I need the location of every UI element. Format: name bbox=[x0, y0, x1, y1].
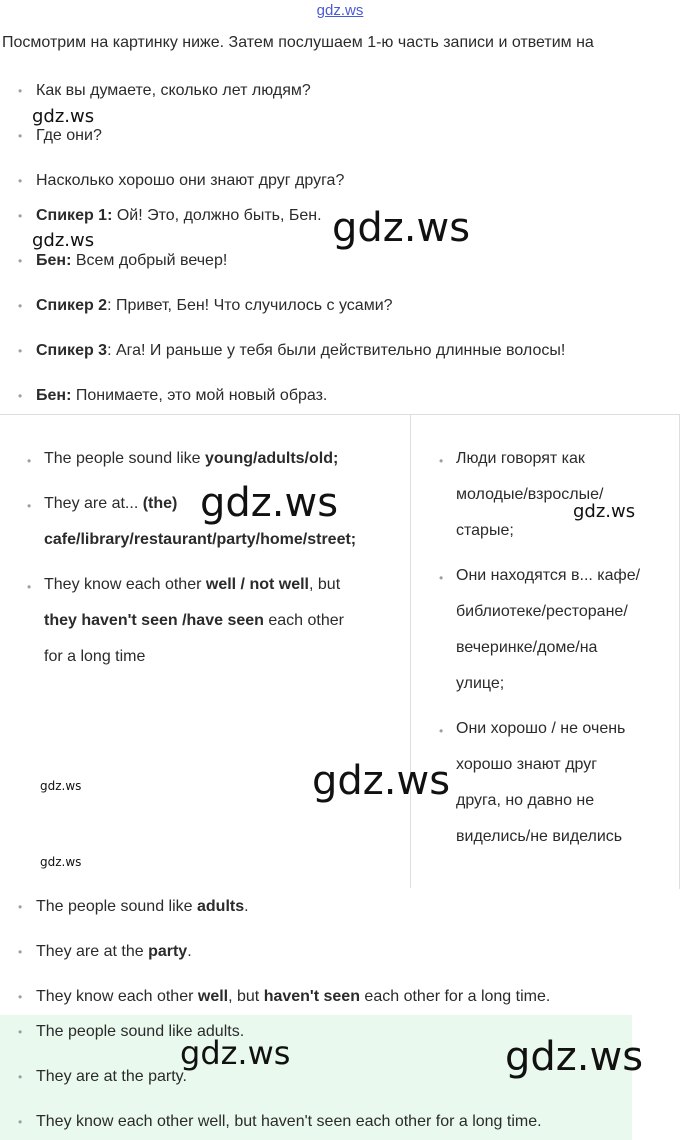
bold-part: adults bbox=[197, 898, 245, 915]
text-part: , but bbox=[309, 576, 341, 593]
bullet-icon: • bbox=[18, 83, 23, 98]
bullet-icon: • bbox=[27, 454, 32, 468]
watermark-text: gdz.ws bbox=[200, 480, 339, 526]
text-part: They know each other bbox=[44, 576, 206, 593]
bullet-icon: • bbox=[18, 343, 23, 358]
dialogue-text: : Ага! И раньше у тебя были действительно длинные волосы! bbox=[107, 342, 566, 359]
watermark-text: gdz.ws bbox=[40, 855, 82, 869]
watermark-text: gdz.ws bbox=[312, 758, 451, 804]
list-item bbox=[18, 172, 344, 190]
table-cell-text: Люди говорят как bbox=[456, 450, 585, 467]
bullet-icon: • bbox=[27, 499, 32, 513]
text-part: They are at the bbox=[36, 943, 149, 960]
watermark-text: gdz.ws bbox=[40, 779, 82, 793]
dialogue-line bbox=[18, 207, 322, 225]
table-cell-text: Они хорошо / не очень bbox=[456, 720, 626, 737]
answer-item bbox=[18, 943, 192, 961]
dialogue-line bbox=[18, 342, 565, 360]
table-divider bbox=[410, 414, 411, 888]
table-cell-text bbox=[44, 576, 340, 594]
bullet-icon: • bbox=[18, 1114, 23, 1129]
bold-part: (the) bbox=[142, 495, 178, 512]
text-part: They are at... bbox=[44, 495, 143, 512]
bullet-icon: • bbox=[18, 298, 23, 313]
bullet-icon: • bbox=[439, 454, 444, 468]
bold-part: they haven't seen /have seen bbox=[44, 612, 264, 629]
bullet-icon: • bbox=[27, 580, 32, 594]
dialogue-text: Понимаете, это мой новый образ. bbox=[71, 387, 328, 404]
dialogue-text: Ой! Это, должно быть, Бен. bbox=[112, 207, 322, 224]
speaker-name: Бен: bbox=[36, 252, 72, 269]
table-cell-text: Они находятся в... кафе/ bbox=[456, 567, 641, 584]
text-part: They know each other bbox=[36, 988, 198, 1005]
bullet-icon: • bbox=[18, 944, 23, 959]
bullet-icon: • bbox=[439, 724, 444, 738]
speaker-name: Бен: bbox=[36, 387, 72, 404]
text-part: The people sound like bbox=[36, 898, 197, 915]
dialogue-text: : Привет, Бен! Что случилось с усами? bbox=[107, 297, 393, 314]
table-cell-text: хорошо знают друг bbox=[456, 756, 598, 773]
intro-text: Посмотрим на картинку ниже. Затем послушаем 1-ю часть записи и ответим на bbox=[2, 34, 594, 51]
bullet-icon: • bbox=[18, 1069, 23, 1084]
table-cell-text: библиотеке/ресторане/ bbox=[456, 603, 628, 620]
answer-text: They are at the party. bbox=[36, 1068, 187, 1085]
watermark-text: gdz.ws bbox=[332, 205, 471, 251]
question-text: Насколько хорошо они знают друг друга? bbox=[36, 172, 345, 189]
bullet-icon: • bbox=[18, 208, 23, 223]
speaker-name: Спикер 1: bbox=[36, 207, 113, 224]
question-text: Как вы думаете, сколько лет людям? bbox=[36, 82, 311, 99]
watermark-text: gdz.ws bbox=[32, 106, 95, 127]
list-item bbox=[18, 127, 102, 145]
bullet-icon: • bbox=[18, 899, 23, 914]
bold-part: cafe/library/restaurant/party/home/street; bbox=[44, 531, 357, 548]
bold-part: well / not well bbox=[205, 576, 309, 593]
bold-part: haven't seen bbox=[263, 988, 360, 1005]
answer-text: The people sound like adults. bbox=[36, 1023, 245, 1040]
bullet-icon: • bbox=[18, 173, 23, 188]
dialogue-line bbox=[18, 297, 393, 315]
bold-part: party bbox=[148, 943, 188, 960]
watermark-text: gdz.ws bbox=[505, 1034, 644, 1080]
answer-text: They know each other well, but haven't seen each other for a long time. bbox=[36, 1113, 542, 1130]
speaker-name: Спикер 2 bbox=[36, 297, 108, 314]
table-cell-text: виделись/не виделись bbox=[456, 828, 623, 845]
bold-part: well bbox=[197, 988, 229, 1005]
text-part: , but bbox=[228, 988, 264, 1005]
bullet-icon: • bbox=[18, 253, 23, 268]
dialogue-text: Всем добрый вечер! bbox=[71, 252, 228, 269]
table-cell-text bbox=[44, 531, 356, 549]
text-part: . bbox=[187, 943, 192, 960]
question-text: Где они? bbox=[36, 127, 102, 144]
bullet-icon: • bbox=[18, 128, 23, 143]
list-item bbox=[18, 1068, 187, 1086]
bullet-icon: • bbox=[439, 571, 444, 585]
bullet-icon: • bbox=[18, 1024, 23, 1039]
watermark-text: gdz.ws bbox=[180, 1034, 291, 1072]
dialogue-line bbox=[18, 387, 327, 405]
list-item bbox=[18, 1113, 542, 1131]
table-cell-text bbox=[44, 495, 177, 513]
text-part: The people sound like bbox=[44, 450, 205, 467]
watermark-link[interactable]: gdz.ws bbox=[316, 2, 364, 19]
text-part: . bbox=[244, 898, 249, 915]
text-part: each other for a long time. bbox=[359, 988, 551, 1005]
table-cell-text: улице; bbox=[456, 675, 505, 692]
bullet-icon: • bbox=[18, 388, 23, 403]
speaker-name: Спикер 3 bbox=[36, 342, 108, 359]
watermark-text: gdz.ws bbox=[32, 230, 95, 251]
table-cell-text bbox=[44, 450, 338, 468]
text-part: each other bbox=[263, 612, 344, 629]
list-item bbox=[18, 82, 311, 100]
table-cell-text: молодые/взрослые/ bbox=[456, 486, 604, 503]
answer-item bbox=[18, 898, 249, 916]
table-cell-text: старые; bbox=[456, 522, 514, 539]
table-cell-text bbox=[44, 612, 344, 630]
watermark-text: gdz.ws bbox=[573, 501, 636, 522]
table-cell-text: for a long time bbox=[44, 648, 146, 665]
table-cell-text: друга, но давно не bbox=[456, 792, 595, 809]
answer-item bbox=[18, 988, 550, 1006]
dialogue-line bbox=[18, 252, 227, 270]
bullet-icon: • bbox=[18, 989, 23, 1004]
bold-part: young/adults/old; bbox=[205, 450, 339, 467]
table-cell-text: вечеринке/доме/на bbox=[456, 639, 598, 656]
